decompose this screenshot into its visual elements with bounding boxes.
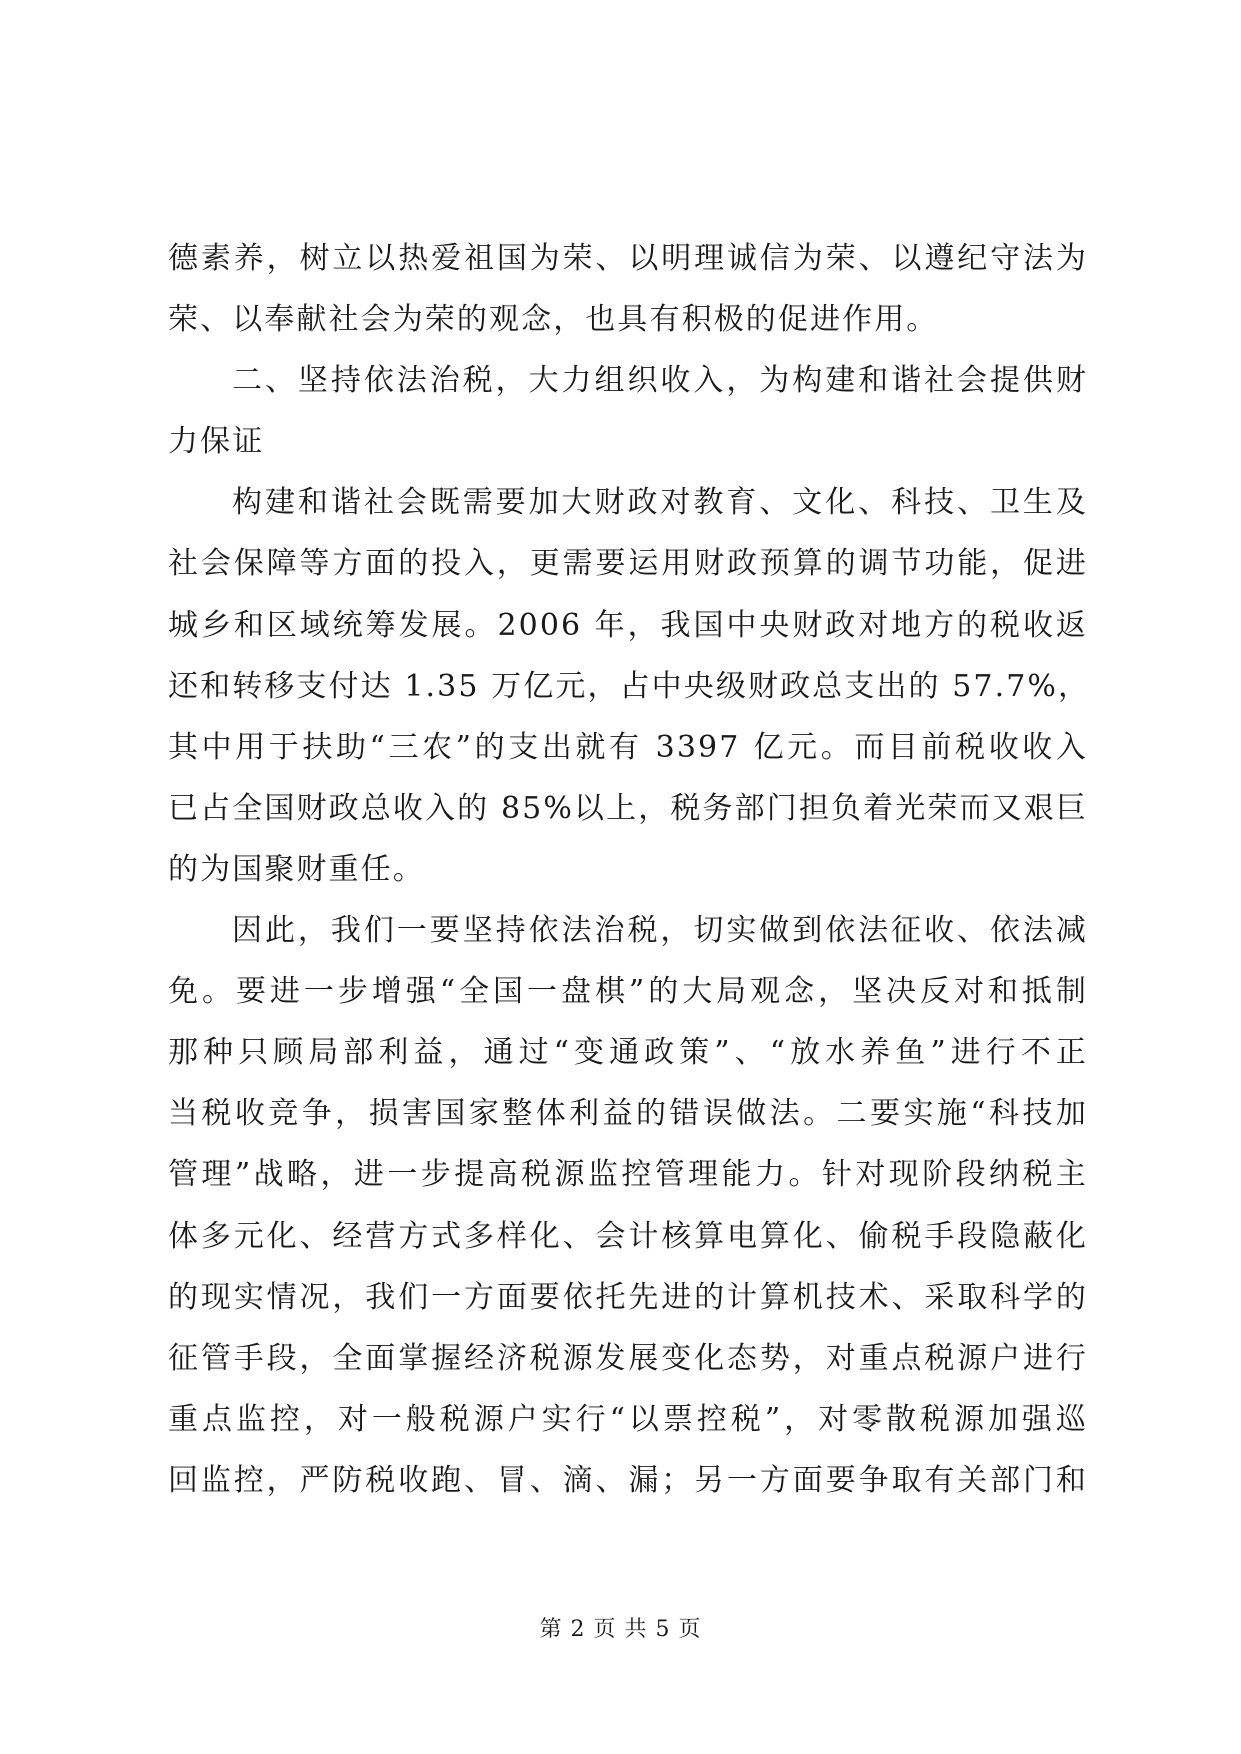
text-line: 因此，我们一要坚持依法治税，切实做到依法征收、依法减 <box>232 913 1088 949</box>
text-line: 二、坚持依法治税，大力组织收入，为构建和谐社会提供财 <box>232 363 1088 399</box>
text-line: 其中用于扶助“三农”的支出就有 3397 亿元。而目前税收收入 <box>168 729 1088 765</box>
text-line: 城乡和区域统筹发展。2006 年，我国中央财政对地方的税收返 <box>168 607 1088 643</box>
text-line: 的为国聚财重任。 <box>168 851 425 887</box>
page-footer: 第 2 页 共 5 页 <box>539 1617 702 1642</box>
text-line: 还和转移支付达 1.35 万亿元，占中央级财政总支出的 57.7%， <box>168 668 1091 704</box>
text-line: 已占全国财政总收入的 85%以上，税务部门担负着光荣而又艰巨 <box>168 790 1088 826</box>
text-line: 的现实情况，我们一方面要依托先进的计算机技术、采取科学的 <box>168 1279 1088 1315</box>
text-line: 免。要进一步增强“全国一盘棋”的大局观念，坚决反对和抵制 <box>168 974 1088 1010</box>
text-line: 征管手段，全面掌握经济税源发展变化态势，对重点税源户进行 <box>168 1340 1088 1376</box>
text-line: 那种只顾局部利益，通过“变通政策”、“放水养鱼”进行不正 <box>168 1035 1088 1071</box>
body-text <box>168 228 1091 1511</box>
text-line: 构建和谐社会既需要加大财政对教育、文化、科技、卫生及 <box>232 485 1088 521</box>
text-line: 德素养，树立以热爱祖国为荣、以明理诚信为荣、以遵纪守法为 <box>168 241 1088 276</box>
text-line: 体多元化、经营方式多样化、会计核算电算化、偷税手段隐蔽化 <box>168 1218 1088 1254</box>
text-line: 荣、以奉献社会为荣的观念，也具有积极的促进作用。 <box>168 302 939 338</box>
text-line: 管理”战略，进一步提高税源监控管理能力。针对现阶段纳税主 <box>168 1157 1088 1193</box>
text-line: 当税收竞争，损害国家整体利益的错误做法。二要实施“科技加 <box>168 1096 1088 1132</box>
text-line: 回监控，严防税收跑、冒、滴、漏；另一方面要争取有关部门和 <box>168 1462 1088 1498</box>
text-line: 重点监控，对一般税源户实行“以票控税”，对零散税源加强巡 <box>168 1401 1088 1437</box>
text-line: 力保证 <box>168 424 265 460</box>
text-line: 社会保障等方面的投入，更需要运用财政预算的调节功能，促进 <box>168 546 1088 582</box>
